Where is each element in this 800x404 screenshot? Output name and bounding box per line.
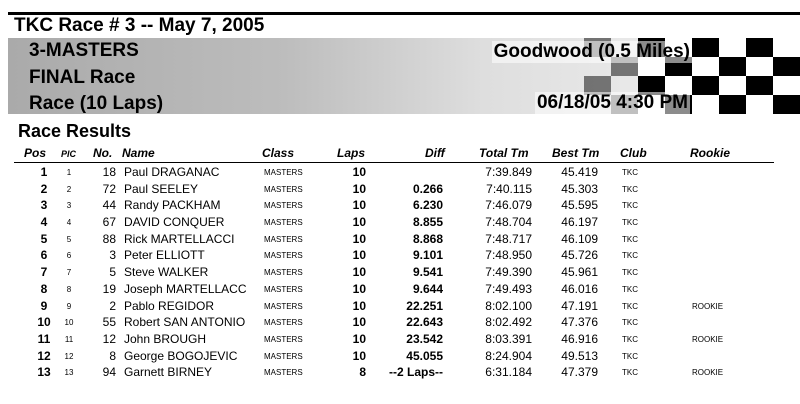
cell-no: 19 <box>102 281 116 296</box>
cell-pos: 4 <box>40 215 48 230</box>
cell-best: 47.379 <box>561 365 598 380</box>
checker-square <box>719 57 746 76</box>
col-header-rookie: Rookie <box>690 146 731 160</box>
cell-no: 67 <box>102 215 116 230</box>
col-header-club: Club <box>620 146 647 160</box>
cell-class: MASTERS <box>264 218 303 228</box>
cell-diff: 6.230 <box>412 198 443 213</box>
cell-pos: 1 <box>40 165 48 179</box>
cell-laps: 10 <box>352 231 366 246</box>
cell-pos: 10 <box>37 315 51 330</box>
checker-square <box>692 76 719 95</box>
cell-total: 7:49.390 <box>485 265 532 280</box>
col-header-pic: PIC <box>61 149 77 159</box>
cell-rookie: ROOKIE <box>692 368 724 378</box>
cell-pos: 12 <box>37 348 51 363</box>
cell-pos: 2 <box>40 181 48 196</box>
cell-best: 45.726 <box>561 248 598 263</box>
cell-name: Garnett BIRNEY <box>124 365 213 380</box>
cell-pic: 1 <box>66 168 72 177</box>
cell-club: TKC <box>622 368 638 378</box>
cell-pic: 6 <box>66 251 72 261</box>
cell-total: 8:03.391 <box>485 331 532 346</box>
cell-club: TKC <box>622 218 638 228</box>
col-header-name: Name <box>122 146 155 160</box>
cell-name: Pablo REGIDOR <box>124 298 215 313</box>
cell-best: 45.595 <box>561 198 598 213</box>
cell-best: 45.303 <box>561 181 598 196</box>
cell-laps: 10 <box>352 281 366 296</box>
table-row <box>0 196 800 213</box>
cell-best: 46.916 <box>561 331 598 346</box>
col-header-no: No. <box>93 146 113 160</box>
cell-name: Peter ELLIOTT <box>124 248 205 263</box>
col-header-pos: Pos <box>24 146 47 160</box>
cell-total: 8:02.492 <box>485 315 532 330</box>
cell-diff: 9.644 <box>412 281 443 296</box>
cell-pos: 3 <box>40 198 48 213</box>
cell-no: 55 <box>102 315 116 330</box>
cell-class: MASTERS <box>264 234 303 244</box>
cell-club: TKC <box>622 301 638 311</box>
cell-laps: 10 <box>352 331 366 346</box>
cell-laps: 10 <box>352 181 366 196</box>
cell-diff: 22.643 <box>406 315 443 330</box>
cell-class: MASTERS <box>264 184 303 194</box>
cell-best: 46.109 <box>561 231 598 246</box>
cell-club: TKC <box>622 234 638 244</box>
cell-total: 8:02.100 <box>485 298 532 313</box>
cell-laps: 10 <box>352 198 366 213</box>
cell-club: TKC <box>622 351 638 361</box>
cell-laps: 10 <box>352 315 366 330</box>
cell-diff: 9.101 <box>412 248 443 263</box>
cell-diff: 8.855 <box>412 215 443 230</box>
cell-total: 7:40.115 <box>486 181 532 196</box>
cell-club: TKC <box>622 251 638 261</box>
checker-square <box>692 57 719 76</box>
cell-total: 8:24.904 <box>485 348 532 363</box>
cell-pic: 8 <box>66 284 72 294</box>
cell-total: 7:48.717 <box>485 231 532 246</box>
table-row <box>0 280 800 297</box>
cell-laps: 10 <box>352 348 366 363</box>
cell-class: MASTERS <box>264 201 303 211</box>
table-row <box>0 297 800 314</box>
cell-pos: 7 <box>40 265 48 280</box>
cell-laps: 10 <box>352 215 366 230</box>
cell-pic: 3 <box>66 201 72 211</box>
cell-pic: 7 <box>66 268 72 278</box>
cell-no: 94 <box>102 365 116 380</box>
cell-name: Steve WALKER <box>124 265 209 280</box>
cell-class: MASTERS <box>264 351 303 361</box>
cell-pic: 5 <box>66 234 72 244</box>
cell-diff: 8.868 <box>412 231 443 246</box>
table-row <box>0 363 800 380</box>
cell-pos: 13 <box>37 365 51 380</box>
cell-name: Paul DRAGANAC <box>124 165 220 179</box>
cell-diff: 0.266 <box>412 181 443 196</box>
table-row <box>0 263 800 280</box>
cell-laps: 10 <box>352 165 366 179</box>
checker-square <box>719 95 746 114</box>
cell-diff: 22.251 <box>406 298 443 313</box>
table-row <box>0 246 800 263</box>
cell-diff: 9.541 <box>412 265 443 280</box>
cell-pic: 13 <box>64 368 74 378</box>
race-class: 3-MASTERS <box>29 40 139 61</box>
cell-name: John BROUGH <box>124 331 207 346</box>
cell-no: 72 <box>102 181 116 196</box>
cell-pic: 4 <box>66 218 72 228</box>
cell-pos: 9 <box>40 298 48 313</box>
cell-total: 7:46.079 <box>485 198 532 213</box>
cell-rookie: ROOKIE <box>692 334 724 344</box>
cell-no: 2 <box>109 298 116 313</box>
cell-class: MASTERS <box>264 368 303 378</box>
cell-pos: 11 <box>37 331 51 346</box>
cell-no: 44 <box>102 198 116 213</box>
checker-square <box>692 95 719 114</box>
cell-best: 46.197 <box>561 215 598 230</box>
cell-no: 8 <box>109 348 116 363</box>
cell-class: MASTERS <box>264 168 303 177</box>
cell-total: 6:31.184 <box>485 365 532 380</box>
track-name: Goodwood (0.5 Miles) <box>493 41 690 62</box>
cell-pic: 9 <box>66 301 72 311</box>
section-title: Race Results <box>18 121 132 141</box>
cell-club: TKC <box>622 334 638 344</box>
cell-rookie: ROOKIE <box>692 301 724 311</box>
cell-name: DAVID CONQUER <box>124 215 225 230</box>
cell-class: MASTERS <box>264 251 303 261</box>
cell-club: TKC <box>622 168 638 177</box>
cell-class: MASTERS <box>264 318 303 328</box>
cell-total: 7:49.493 <box>485 281 532 296</box>
cell-club: TKC <box>622 184 638 194</box>
checker-square <box>773 76 800 95</box>
cell-best: 46.016 <box>561 281 598 296</box>
col-header-best: Best Tm <box>552 146 600 160</box>
cell-class: MASTERS <box>264 301 303 311</box>
checker-square <box>746 38 773 57</box>
checker-square <box>746 95 773 114</box>
cell-no: 5 <box>109 265 116 280</box>
cell-name: Robert SAN ANTONIO <box>124 315 246 330</box>
cell-best: 45.961 <box>561 265 598 280</box>
table-row <box>0 213 800 230</box>
checker-square <box>719 38 746 57</box>
cell-club: TKC <box>622 201 638 211</box>
checker-square <box>692 38 719 57</box>
cell-club: TKC <box>622 284 638 294</box>
checker-square <box>773 95 800 114</box>
cell-laps: 10 <box>352 265 366 280</box>
cell-name: George BOGOJEVIC <box>124 348 238 363</box>
table-row <box>0 313 800 330</box>
table-row <box>0 180 800 197</box>
cell-laps: 10 <box>352 298 366 313</box>
cell-pos: 8 <box>40 281 48 296</box>
cell-name: Paul SEELEY <box>124 181 199 196</box>
cell-no: 88 <box>102 231 116 246</box>
cell-class: MASTERS <box>264 268 303 278</box>
cell-pos: 6 <box>40 248 48 263</box>
col-header-total: Total Tm <box>479 146 529 160</box>
cell-pic: 10 <box>64 318 74 328</box>
cell-name: Joseph MARTELLACC <box>124 281 247 296</box>
col-header-class: Class <box>262 146 295 160</box>
document-title: TKC Race # 3 -- May 7, 2005 <box>14 15 265 36</box>
checker-square <box>746 76 773 95</box>
cell-pic: 2 <box>66 184 72 194</box>
cell-laps: 8 <box>359 365 366 380</box>
cell-pic: 12 <box>64 351 74 361</box>
table-row <box>0 230 800 247</box>
table-row <box>0 347 800 364</box>
cell-no: 12 <box>102 331 116 346</box>
checker-square <box>746 57 773 76</box>
cell-best: 47.191 <box>561 298 598 313</box>
checker-square <box>773 38 800 57</box>
table-row <box>0 163 800 180</box>
cell-club: TKC <box>622 318 638 328</box>
col-header-laps: Laps <box>337 146 366 160</box>
race-datetime: 06/18/05 4:30 PM <box>536 92 688 113</box>
race-format: Race (10 Laps) <box>29 93 164 114</box>
cell-no: 3 <box>109 248 116 263</box>
cell-total: 7:39.849 <box>485 165 532 179</box>
cell-name: Randy PACKHAM <box>124 198 221 213</box>
cell-total: 7:48.950 <box>485 248 532 263</box>
cell-no: 18 <box>102 165 116 179</box>
cell-class: MASTERS <box>264 334 303 344</box>
cell-name: Rick MARTELLACCI <box>124 231 235 246</box>
race-session: FINAL Race <box>29 67 136 88</box>
results-table <box>0 163 800 380</box>
cell-diff: 23.542 <box>406 331 443 346</box>
cell-diff: 45.055 <box>406 348 443 363</box>
table-row <box>0 330 800 347</box>
cell-best: 45.419 <box>561 165 598 179</box>
cell-class: MASTERS <box>264 284 303 294</box>
cell-club: TKC <box>622 268 638 278</box>
col-header-diff: Diff <box>425 146 445 160</box>
cell-pos: 5 <box>40 231 48 246</box>
cell-diff: --2 Laps-- <box>389 365 443 380</box>
cell-best: 49.513 <box>561 348 598 363</box>
cell-laps: 10 <box>352 248 366 263</box>
checker-square <box>719 76 746 95</box>
cell-pic: 11 <box>64 334 74 344</box>
cell-total: 7:48.704 <box>485 215 532 230</box>
checker-square <box>773 57 800 76</box>
cell-best: 47.376 <box>561 315 598 330</box>
